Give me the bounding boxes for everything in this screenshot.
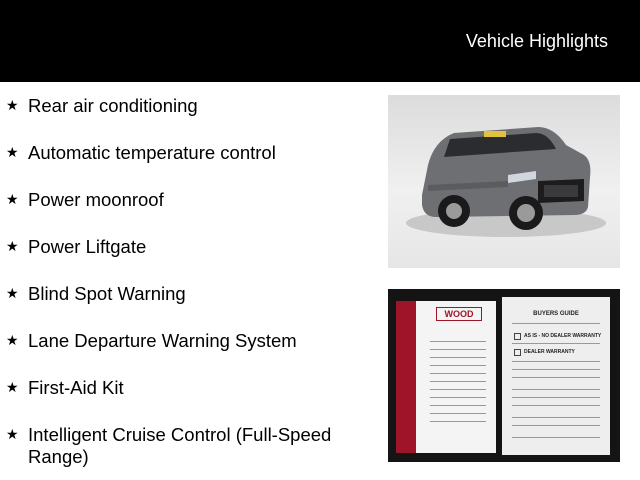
star-icon: ★ bbox=[6, 238, 19, 254]
list-item bbox=[6, 95, 376, 142]
star-icon: ★ bbox=[6, 379, 19, 395]
star-icon: ★ bbox=[6, 97, 19, 113]
list-item bbox=[6, 142, 376, 189]
highlight-label: Lane Departure Warning System bbox=[28, 330, 297, 351]
highlight-label: First-Aid Kit bbox=[28, 377, 124, 398]
checkbox-icon bbox=[514, 333, 521, 340]
star-icon: ★ bbox=[6, 144, 19, 160]
list-item bbox=[6, 330, 376, 377]
buyers-guide-title: BUYERS GUIDE bbox=[533, 311, 579, 317]
dealer-sticker bbox=[396, 301, 496, 453]
list-item bbox=[6, 189, 376, 236]
dealer-strip bbox=[396, 301, 416, 453]
suv-illustration bbox=[388, 95, 620, 268]
buyers-guide bbox=[502, 297, 610, 455]
highlight-label: Power moonroof bbox=[28, 189, 164, 210]
star-icon: ★ bbox=[6, 332, 19, 348]
as-is-label: AS IS - NO DEALER WARRANTY bbox=[524, 333, 602, 339]
vehicle-photo bbox=[388, 95, 620, 268]
dealer-warranty-label: DEALER WARRANTY bbox=[524, 349, 575, 355]
header-bar bbox=[0, 0, 640, 82]
dealer-logo: WOOD bbox=[436, 307, 482, 321]
highlight-label: Automatic temperature control bbox=[28, 142, 276, 163]
list-item bbox=[6, 424, 376, 468]
list-item bbox=[6, 377, 376, 424]
highlight-label: Intelligent Cruise Control (Full-Speed Range) bbox=[28, 424, 332, 467]
list-item bbox=[6, 236, 376, 283]
highlights-list bbox=[6, 95, 376, 468]
star-icon: ★ bbox=[6, 426, 19, 442]
highlight-label: Power Liftgate bbox=[28, 236, 147, 257]
page-title: Vehicle Highlights bbox=[465, 31, 608, 51]
star-icon: ★ bbox=[6, 191, 19, 207]
highlight-label: Rear air conditioning bbox=[28, 95, 198, 116]
highlight-label: Blind Spot Warning bbox=[28, 283, 186, 304]
star-icon: ★ bbox=[6, 285, 19, 301]
checkbox-icon bbox=[514, 349, 521, 356]
window-sticker-photo bbox=[388, 289, 620, 462]
list-item bbox=[6, 283, 376, 330]
